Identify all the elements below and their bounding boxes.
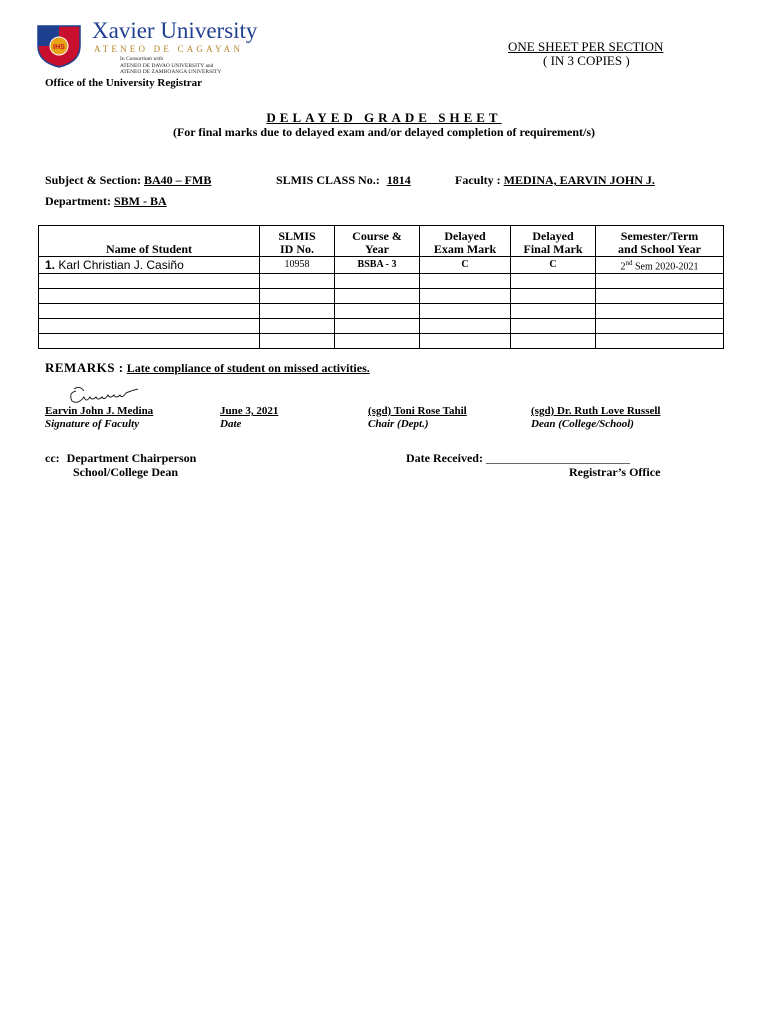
faculty-value: MEDINA, EARVIN JOHN J. — [503, 173, 655, 187]
faculty-label: Faculty : — [455, 173, 501, 187]
consortium-line: ATENEO DE DAVAO UNIVERSITY and — [120, 62, 214, 69]
table-row — [39, 304, 724, 319]
department-value: SBM - BA — [113, 194, 167, 208]
header-text: ID No. — [279, 242, 314, 256]
copies-line-1: ONE SHEET PER SECTION — [508, 39, 664, 54]
dean-name: (sgd) Dr. Ruth Love Russell — [531, 405, 661, 417]
header-text: Exam Mark — [433, 242, 497, 256]
header-slmis — [260, 226, 335, 257]
faculty-name: Earvin John J. Medina — [45, 405, 154, 417]
faculty-signature-label: Signature of Faculty — [45, 418, 140, 430]
header-text: Semester/Term — [620, 229, 699, 243]
table-header-row — [39, 226, 724, 257]
chair-label: Chair (Dept.) — [368, 418, 429, 430]
consortium-text — [120, 56, 221, 76]
cc-line-2: School/College Dean — [73, 465, 178, 479]
semester-cell — [596, 257, 724, 274]
university-subtitle: ATENEO DE CAGAYAN — [94, 44, 244, 54]
remarks-field — [45, 360, 370, 376]
header-text: and School Year — [618, 242, 701, 256]
document-subtitle: (For final marks due to delayed exam and/or delayed completion of requirement/s) — [172, 125, 596, 139]
date-received-label: Date Received: — [406, 451, 483, 465]
header-text: Delayed — [532, 229, 574, 243]
header-name-text: Name of Student — [106, 242, 192, 256]
date-received-field — [406, 451, 630, 466]
table-row — [39, 274, 724, 289]
consortium-line: In Consortium with — [120, 56, 164, 62]
grades-table — [38, 225, 724, 349]
header-final-mark — [511, 226, 596, 257]
office-label: Office of the University Registrar — [45, 77, 203, 89]
date-received-blank: ________________________ — [485, 451, 630, 465]
copies-line-2: ( IN 3 COPIES ) — [543, 53, 630, 68]
subject-label: Subject & Section: — [45, 173, 141, 187]
department-field — [45, 194, 167, 209]
header-text: Final Mark — [523, 242, 583, 256]
student-name: Karl Christian J. Casiño — [58, 258, 184, 273]
svg-text:IHS: IHS — [53, 44, 65, 51]
header-text: Delayed — [444, 229, 486, 243]
header-text: SLMIS — [278, 229, 316, 243]
subject-section-field — [45, 173, 211, 188]
row-number: 1. — [45, 258, 56, 273]
header-text: Course & — [352, 229, 402, 243]
cc-field — [45, 451, 196, 466]
sem-text: Sem 2020-2021 — [632, 261, 699, 273]
signed-date: June 3, 2021 — [220, 405, 279, 417]
university-logo — [36, 16, 272, 80]
table-row — [39, 334, 724, 349]
registrar-office: Registrar’s Office — [569, 465, 661, 479]
table-row — [39, 319, 724, 334]
header-semester — [596, 226, 724, 257]
chair-name: (sgd) Toni Rose Tahil — [368, 405, 467, 417]
cc-label: cc: — [45, 451, 60, 465]
table-row — [39, 289, 724, 304]
shield-icon — [36, 24, 82, 68]
student-id-cell: 10958 — [260, 257, 335, 274]
header-exam-mark — [420, 226, 511, 257]
sem-number: 2 — [620, 261, 626, 273]
remarks-label: REMARKS : — [45, 360, 124, 375]
cc-line-1: Department Chairperson — [66, 451, 197, 465]
table-row — [39, 257, 724, 274]
remarks-value: Late compliance of student on missed activities. — [126, 361, 370, 375]
faculty-field — [455, 173, 655, 188]
class-value: 1814 — [386, 173, 411, 187]
university-name: Xavier University — [92, 18, 258, 43]
dean-label: Dean (College/School) — [531, 418, 634, 430]
sem-suffix: nd — [625, 259, 633, 267]
course-year-cell: BSBA - 3 — [335, 257, 420, 274]
header-name — [39, 226, 260, 257]
class-number-field — [276, 173, 411, 188]
document-title: DELAYED GRADE SHEET — [266, 110, 502, 125]
header-text: Year — [365, 242, 389, 256]
student-name-cell — [39, 257, 260, 274]
department-label: Department: — [45, 194, 111, 208]
subject-value: BA40 – FMB — [144, 173, 212, 187]
consortium-line: ATENEO DE ZAMBOANGA UNIVERSITY — [120, 69, 222, 75]
exam-mark-cell: C — [420, 257, 511, 274]
final-mark-cell: C — [511, 257, 596, 274]
class-label: SLMIS CLASS No.: — [276, 173, 380, 187]
header-course — [335, 226, 420, 257]
date-label: Date — [220, 418, 242, 430]
faculty-signature — [66, 383, 142, 407]
